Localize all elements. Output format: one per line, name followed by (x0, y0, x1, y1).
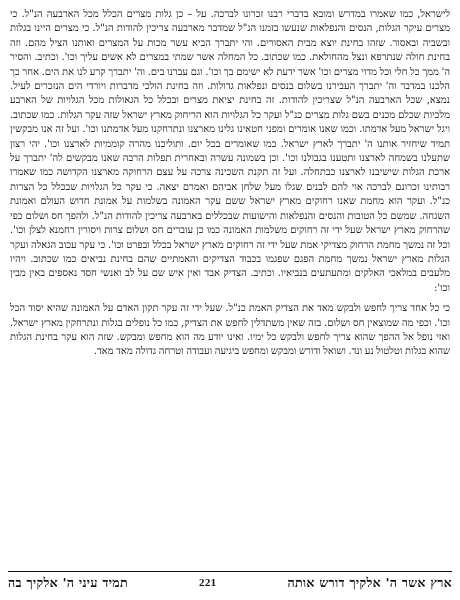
body-text (10, 8, 450, 360)
footer-right-verse: ארץ אשר ה' אלקיך דורש אותה (287, 575, 452, 590)
footer-left-verse: תמיד עיני ה' אלקיך בה (8, 575, 128, 590)
paragraph: כי כל אחד צריך לחפש ולבקש מאד את הצדיק האמת כנ"ל. שעל ידי זה עקר תקון האדם על האמונה שהיא יסוד הכל וכו'. וכפי מה שמוצאין חס ושלום. בזה שאין משתדלין לחפש את הצדיק, כמו כל נופלים בגלות ונתרחקין מארץ ישראל. ואזי נופל אל ההפך שהוא צריך לחפש ולבקש כל ימיו. ואינו יודע מה הוא מחפש ומבקש. שזה הוא עקר בחינת הגלות שהוא בגלות וטלטול נע ונד. ושואל ודורש ומבקש ומחפש ביגיעה ועבודה וטרחה גדולה מאד מאד. (10, 303, 450, 358)
paragraph: לישראל, כמו שאמרו במדרש ומובא בדברי רבנו זכרונו לברכה. על – כן גלות מצרים הכלל מכל הארבעה הנ"ל. כי מצרים עיקר הגלות, הנסים והנפלאות שנעשו בזמנו הנ"ל שמדבר מארבעה צריכין להודות הנ"ל. כי מצרים היינו בגלות ובשביה ובאסור. שזהו בחינת יוצא מבית האסורים. והי יתברך הביא עשר מכות על המצרים ואותנו הציל מהם. וזה בחינת חולה שנתרפא ונצל מהחולאת. כמו שכתוב. כל המחלה אשר שמתי במצרים לא אשים עליך וכו'. וכתיב. והסיר ה' ממך כל חלי וכל מדוי מצרים וכו' אשר ידעת לא ישימם בך וכו'. וגם עברנו בים. וה' יתברך קרע לנו את הים. אחר כך הלכנו במדבר וה' יתברך העבירנו בשלום בנסים ונפלאות גדולות. וזה בחינת הולכי מדברות ויורדי הים הנזכרים לעיל. נמצא, שכל הארבעה הנ"ל שצריכין להודות. זה בחינת יציאת מצרים ובכלל כל הגאולות מכל הגלויות של הארבע מלכיות שכלם מכנים בשם גלות מצרים כנ"ל ועקר כל הגלויות הוא הריחוק מארץ ישראל שזה עקר הגלות. כמו שכתוב. ויגל ישראל מעל אדמתו. וכמו שאנו אומרים ומפני חטאינו גלינו מארצנו ונתרחקנו מעל אדמתנו וכו'. ועל זה אנו מבקשין תמיד שיחזיר אותנו ה' יתברך לארץ ישראל. כמו שאומרים בכל יום. ותוליכנו מהרה קוממיות לארצנו וכו'. יהי רצון שתעלנו בשמחה לארצנו ותטענו בגבולנו וכו'. וכן בשמונה עשרה ובאחרית תפלות הרבה שאנו מבקשים לה' יתברך על ארכת הגלות שישיבנו לארצנו כבתחלה. ועל זה תקנת השכינה צרכה על עצם הרחוקה מארצנו הקדושה כמו שאמרו רבותינו זכרונם לברכה אוי להם לבנים שגלו מעל שלחן אביהם ואמרם יצאה. כי עקר כל הגלויות שבכלל כל הצרות כנ"ל. ועקר הוא מחמת שאנו רחוקים מארץ ישראל ששם עקר האמונה בשלמות על אמונת חדוש העולם ואמונת השגחה. שמשם כל הטובות והנסים והנפלאות והישועות שבכללים בארבעה צריכין להודות הנ"ל. ולהפך חס ושלום כפי שהרחוק מארץ ישראל שעל ידי זה רחוקים משלמות האמונה כמו כן עוברים חס ושלום צרות ויסורין רחמנא לצלן וכו'. וכל זה נמשך מחמת הרחוק מצדיקי אמת שעל ידי זה רחוקים מארץ ישראל בכלל ובפרט וכו'. כי עקר עכוב הגאלה ועקר הגלות מארץ ישראל נמשך מחמת הפגם שפגמו בכבוד הצדיקים והאמתיים שהם בחינת נביאים כמו שכתוב. ויהיו מלעבים במלאכי האלקים ומתעתעים בנביאיו. וכתיב. הצדיק אבד ואין איש שם על לב ואנשי חסד נאספים באין מבין וכו': (10, 9, 450, 294)
page-number: 221 (199, 577, 217, 589)
page-footer (8, 571, 452, 594)
